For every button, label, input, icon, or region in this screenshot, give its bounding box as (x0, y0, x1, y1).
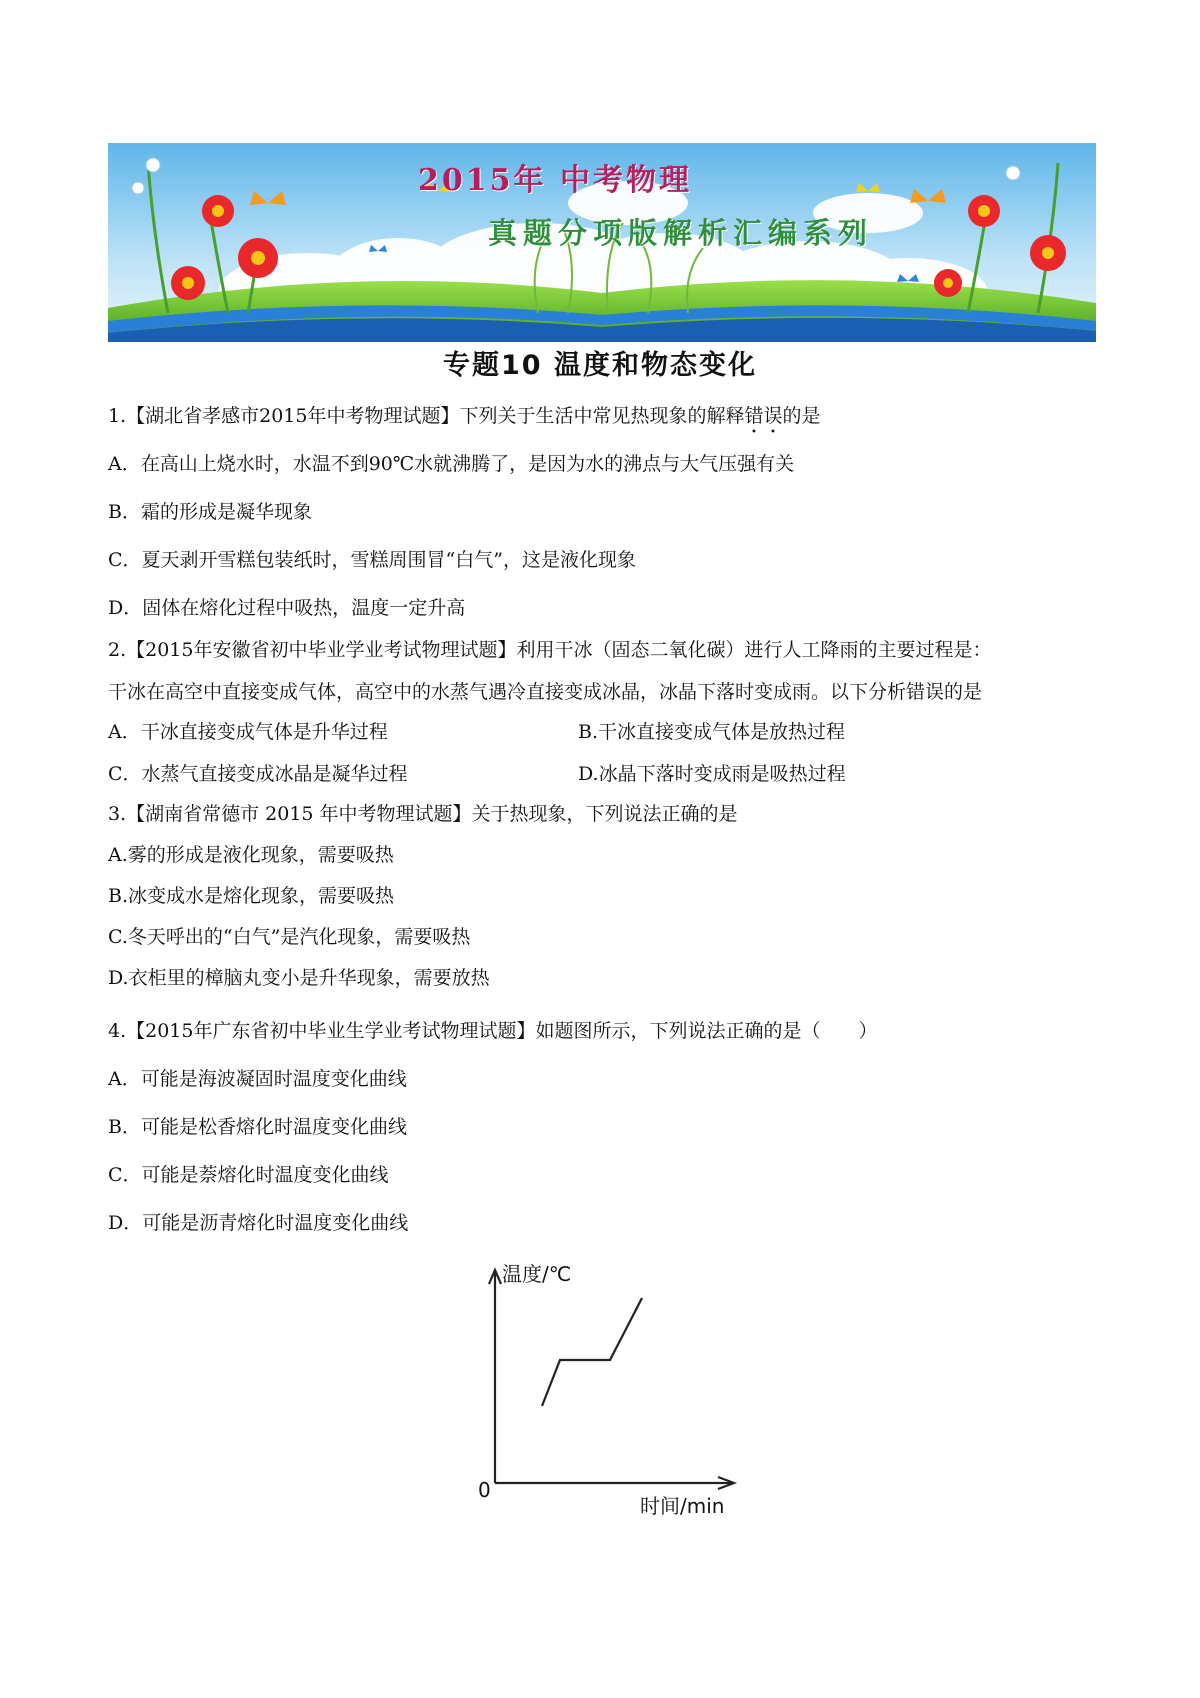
question-3-option-a: A.雾的形成是液化现象，需要吸热 (108, 844, 394, 866)
question-3-option-b: B.冰变成水是熔化现象，需要吸热 (108, 885, 395, 907)
question-1-option-d: D．固体在熔化过程中吸热，温度一定升高 (108, 597, 466, 619)
graph-svg (452, 1258, 752, 1518)
question-4-option-d: D．可能是沥青熔化时温度变化曲线 (108, 1212, 409, 1234)
question-4-option-a: A．可能是海波凝固时温度变化曲线 (108, 1068, 407, 1090)
question-2-option-c: C．水蒸气直接变成冰晶是凝华过程 (108, 763, 408, 785)
question-2-stem-line-2: 干冰在高空中直接变成气体，高空中的水蒸气遇冷直接变成冰晶，冰晶下落时变成雨。以下分析错误的是 (108, 681, 983, 703)
topic-title: 专题10 温度和物态变化 (443, 350, 757, 381)
question-2-option-d: D.冰晶下落时变成雨是吸热过程 (578, 763, 846, 785)
question-1-option-c: C．夏天剥开雪糕包装纸时，雪糕周围冒“白气”，这是液化现象 (108, 549, 636, 571)
question-3-option-d: D.衣柜里的樟脑丸变小是升华现象，需要放热 (108, 967, 490, 989)
question-4-stem: 4.【2015年广东省初中毕业生学业考试物理试题】如题图所示，下列说法正确的是（ ） (108, 1020, 878, 1042)
question-4-option-b: B．可能是松香熔化时温度变化曲线 (108, 1116, 407, 1138)
question-1-option-b: B．霜的形成是凝华现象 (108, 501, 312, 523)
question-1-stem-end: 的是 (782, 405, 821, 427)
question-3-option-c: C.冬天呼出的“白气”是汽化现象，需要吸热 (108, 926, 471, 948)
x-axis-label: 时间/min (640, 1494, 725, 1518)
banner-subtitle: 真题分项版解析汇编系列 (488, 216, 874, 250)
y-axis-label: 温度/℃ (502, 1262, 572, 1286)
question-2-stem-line-1: 2.【2015年安徽省初中毕业学业考试物理试题】利用干冰（固态二氧化碳）进行人工降雨的主要过程是： (108, 639, 992, 661)
question-3-stem: 3.【湖南省常德市 2015 年中考物理试题】关于热现象，下列说法正确的是 (108, 803, 738, 825)
question-1-stem-text: 1.【湖北省孝感市2015年中考物理试题】下列关于生活中常见热现象的解释 (108, 405, 745, 427)
question-1-option-a: A．在高山上烧水时，水温不到90℃水就沸腾了，是因为水的沸点与大气压强有关 (108, 453, 795, 475)
series-banner (108, 143, 1096, 342)
temperature-time-graph (452, 1258, 752, 1518)
question-4-option-c: C．可能是萘熔化时温度变化曲线 (108, 1164, 389, 1186)
heating-curve (542, 1298, 642, 1406)
banner-title: 2015年 中考物理 (418, 163, 692, 198)
question-2-option-b: B.干冰直接变成气体是放热过程 (578, 721, 846, 743)
origin-label: 0 (478, 1478, 491, 1502)
question-2-option-a: A．干冰直接变成气体是升华过程 (108, 721, 388, 743)
emphasis-word: 错误 (744, 405, 783, 427)
question-1-stem (108, 404, 821, 438)
